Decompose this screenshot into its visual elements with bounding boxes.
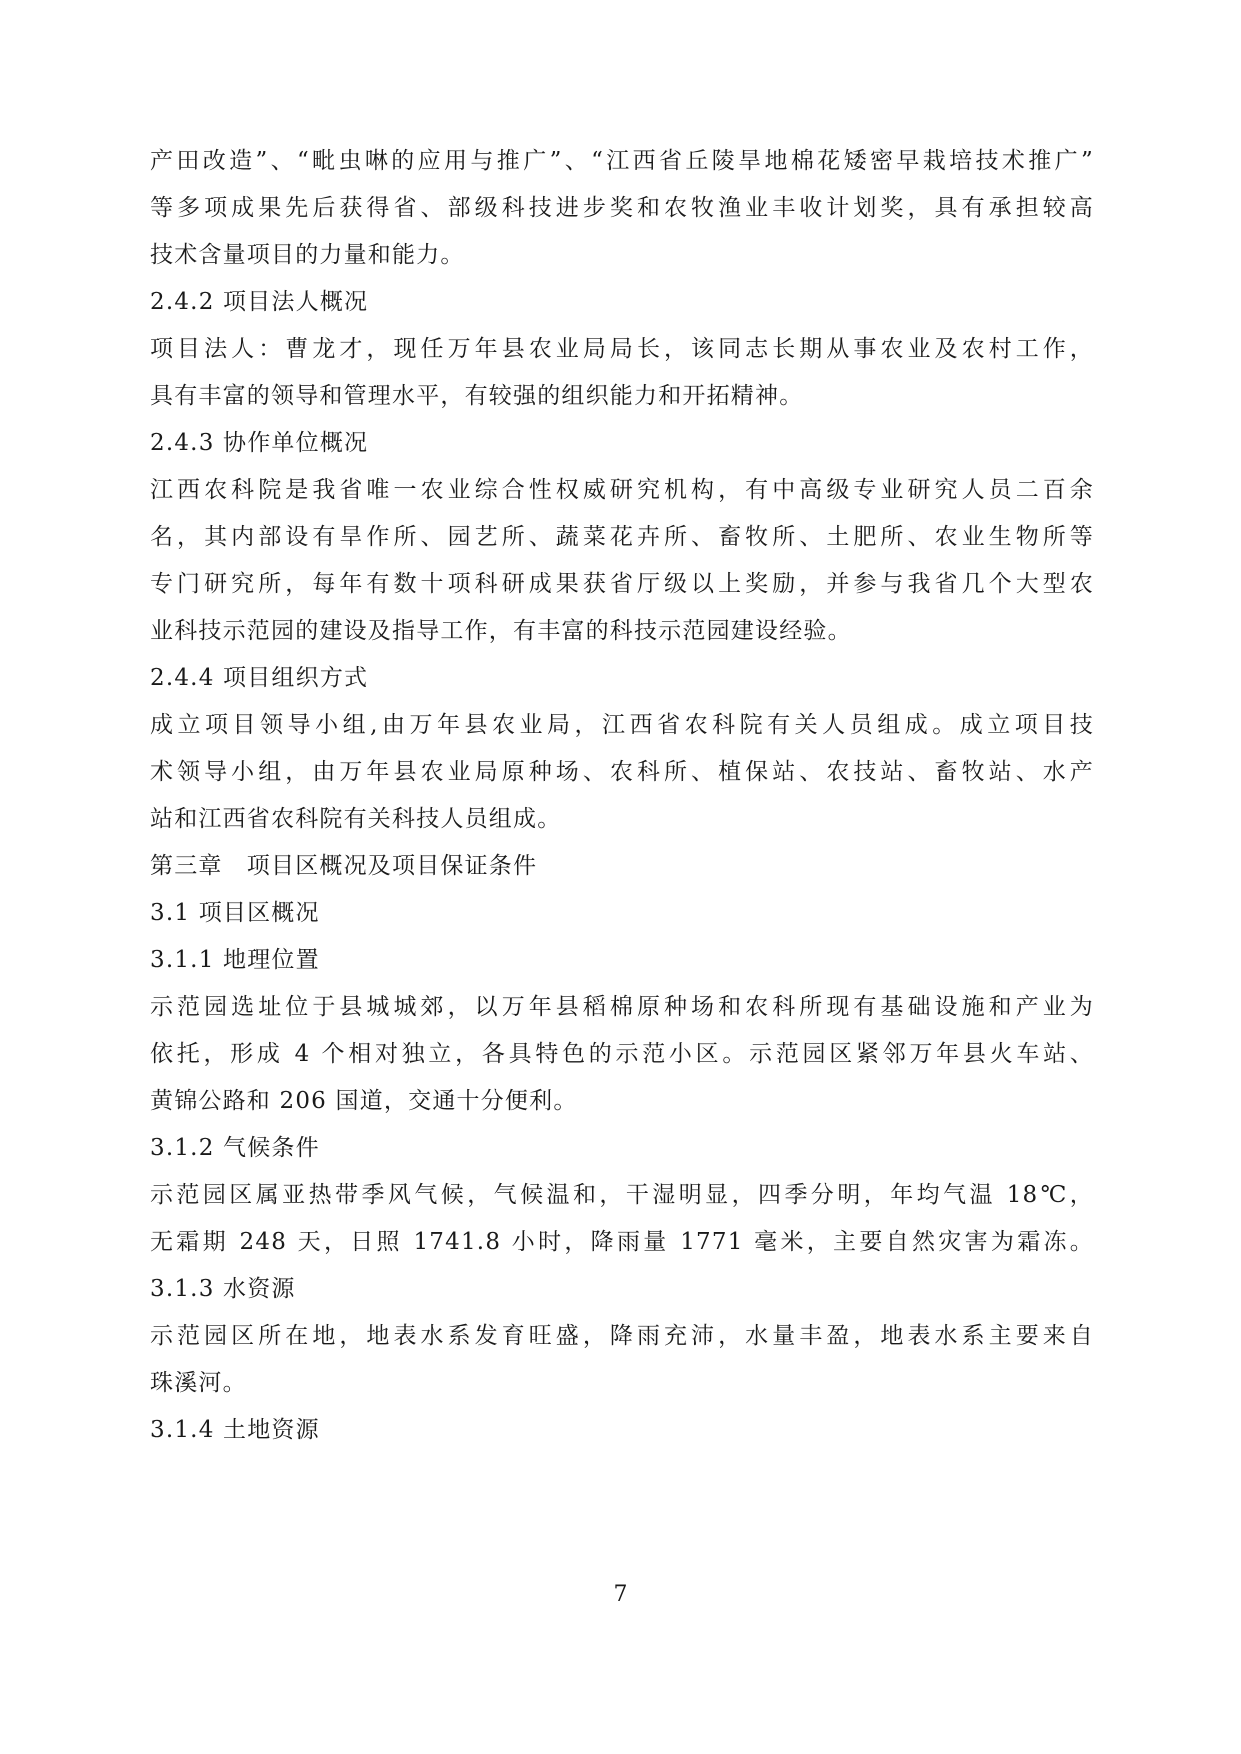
paragraph-line: 专门研究所，每年有数十项科研成果获省厅级以上奖励，并参与我省几个大型农	[150, 571, 1094, 597]
paragraph-line: 示范园选址位于县城城郊，以万年县稻棉原种场和农科所现有基础设施和产业为	[150, 994, 1094, 1020]
section-heading-3-1-1: 3.1.1 地理位置	[150, 947, 320, 973]
paragraph-line: 业科技示范园的建设及指导工作，有丰富的科技示范园建设经验。	[150, 618, 852, 644]
paragraph-line: 依托，形成 4 个相对独立，各具特色的示范小区。示范园区紧邻万年县火车站、	[150, 1041, 1094, 1067]
paragraph-line: 产田改造”、“毗虫啉的应用与推广”、“江西省丘陵旱地棉花矮密早栽培技术推广”	[150, 148, 1094, 174]
paragraph-line: 项目法人：曹龙才，现任万年县农业局局长，该同志长期从事农业及农村工作，	[150, 336, 1094, 362]
paragraph-line: 示范园区属亚热带季风气候，气候温和，干湿明显，四季分明，年均气温 18℃，	[150, 1182, 1094, 1208]
chapter-heading-3: 第三章 项目区概况及项目保证条件	[150, 853, 538, 879]
section-heading-3-1-4: 3.1.4 土地资源	[150, 1417, 320, 1443]
paragraph-line: 名，其内部设有旱作所、园艺所、蔬菜花卉所、畜牧所、土肥所、农业生物所等	[150, 524, 1094, 550]
section-heading-2-4-4: 2.4.4 项目组织方式	[150, 665, 369, 691]
paragraph-line: 技术含量项目的力量和能力。	[150, 242, 465, 268]
paragraph-line: 江西农科院是我省唯一农业综合性权威研究机构，有中高级专业研究人员二百余	[150, 477, 1094, 503]
page-number: 7	[613, 1582, 628, 1607]
section-heading-3-1: 3.1 项目区概况	[150, 900, 320, 926]
section-heading-3-1-3: 3.1.3 水资源	[150, 1276, 296, 1302]
paragraph-line: 示范园区所在地，地表水系发育旺盛，降雨充沛，水量丰盈，地表水系主要来自	[150, 1323, 1094, 1349]
section-heading-2-4-3: 2.4.3 协作单位概况	[150, 430, 369, 456]
paragraph-line: 无霜期 248 天，日照 1741.8 小时，降雨量 1771 毫米，主要自然灾害为霜冻。	[150, 1229, 1094, 1255]
paragraph-line: 具有丰富的领导和管理水平，有较强的组织能力和开拓精神。	[150, 383, 804, 409]
paragraph-line: 站和江西省农科院有关科技人员组成。	[150, 806, 562, 832]
page-body	[150, 138, 1094, 1454]
paragraph-line: 等多项成果先后获得省、部级科技进步奖和农牧渔业丰收计划奖，具有承担较高	[150, 195, 1094, 221]
paragraph-line: 黄锦公路和 206 国道，交通十分便利。	[150, 1088, 578, 1114]
section-heading-3-1-2: 3.1.2 气候条件	[150, 1135, 320, 1161]
paragraph-line: 术领导小组，由万年县农业局原种场、农科所、植保站、农技站、畜牧站、水产	[150, 759, 1094, 785]
section-heading-2-4-2: 2.4.2 项目法人概况	[150, 289, 369, 315]
paragraph-line: 珠溪河。	[150, 1370, 247, 1396]
paragraph-line: 成立项目领导小组,由万年县农业局，江西省农科院有关人员组成。成立项目技	[150, 712, 1094, 738]
